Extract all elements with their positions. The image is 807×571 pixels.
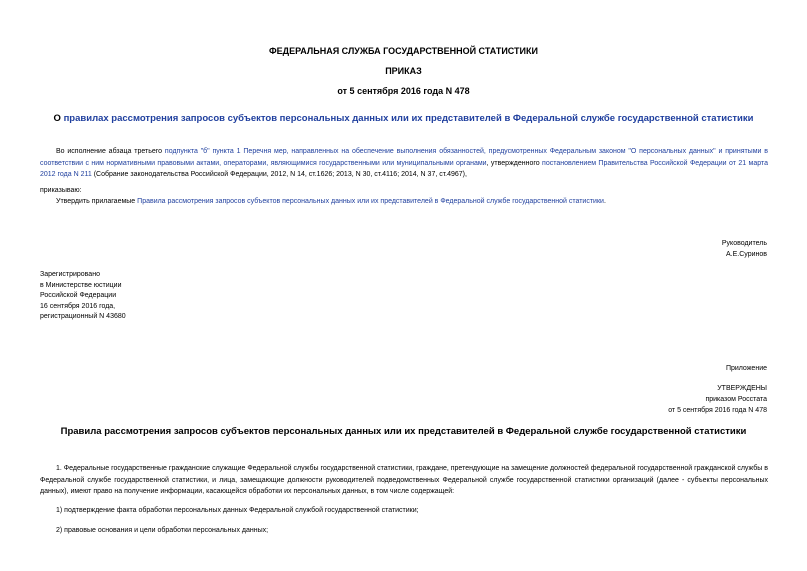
registration-line-3: Российской Федерации [40,292,117,299]
registration-line-4: 16 сентября 2016 года, [40,302,116,310]
preamble-paragraph [40,146,768,181]
agency-name: ФЕДЕРАЛЬНАЯ СЛУЖБА ГОСУДАРСТВЕННОЙ СТАТИСТИКИ [269,46,538,56]
registration-line-5: регистрационный N 43680 [40,313,126,320]
approved-date: от 5 сентября 2016 года N 478 [668,407,767,414]
approve-text-2: . [603,198,606,205]
signature-role: Руководитель [721,240,767,247]
approve-rules-link[interactable]: Правила рассмотрения запросов субъектов персональных данных или их представителей в Федеральной службе государственной статистики [137,198,604,205]
signature-name: А.Е.Суринов [726,251,767,258]
rules-title: Правила рассмотрения запросов субъектов персональных данных или их представителей в Федеральной службе государственной статистики [60,426,747,437]
preamble-text-3: (Собрание законодательства Российской Федерации, 2012, N 14, ст.1626; 2013, N 30, ст.4116; 2014, N 37, ст.4967), [91,171,467,178]
appendix-label: Приложение [725,365,767,372]
preamble-link-measures[interactable]: подпункта "б" пункта 1 Перечня мер, направленных на обеспечение выполнения обязанностей, предусмотренных Федеральным законом "О персональных данных" и принятыми в соответствии с ним нормативными правовыми актами, операторами, являющимися государственными или муниципальными органами [40,148,768,167]
title-prefix: О [53,113,64,124]
approve-text-1: Утвердить прилагаемые [56,198,138,205]
approve-paragraph [56,197,776,208]
preamble-link-resolution[interactable]: постановлением Правительства Российской Федерации от 21 марта 2012 года N 211 [40,159,768,178]
rules-paragraph-1: 1. Федеральные государственные гражданские служащие Федеральной службы государственной статистики, граждане, претендующие на замещение должностей федеральной государственной гражданской службы в Федеральной службе государственной статистики, и лица, замещающие должности руководителей подведомственных Федеральной службе государственной статистики организаций (далее - субъекты персональных данных), имеют право на получение информации, касающейся обработки их персональных данных, в том числе содержащей: [40,465,768,495]
order-date: от 5 сентября 2016 года N 478 [337,86,470,96]
preamble-text-1: Во исполнение абзаца третьего [56,148,165,155]
approved-by-order: приказом Росстата [705,396,767,403]
registration-line-2: в Министерстве юстиции [40,281,122,289]
order-word: приказываю: [40,187,82,194]
rules-item-1: 1) подтверждение факта обработки персональных данных Федеральной службой государственной статистики; [56,507,419,514]
preamble-text-2: , утвержденного [486,159,543,167]
document-title [0,113,807,124]
approved-label: УТВЕРЖДЕНЫ [717,385,767,392]
rules-item-2: 2) правовые основания и цели обработки персональных данных; [56,527,269,534]
registration-block [40,270,126,323]
document-type: ПРИКАЗ [385,66,422,76]
registration-line-1: Зарегистрировано [40,271,100,278]
title-link[interactable]: правилах рассмотрения запросов субъектов персональных данных или их представителей в Федеральной службе государственной статистики [63,113,754,124]
